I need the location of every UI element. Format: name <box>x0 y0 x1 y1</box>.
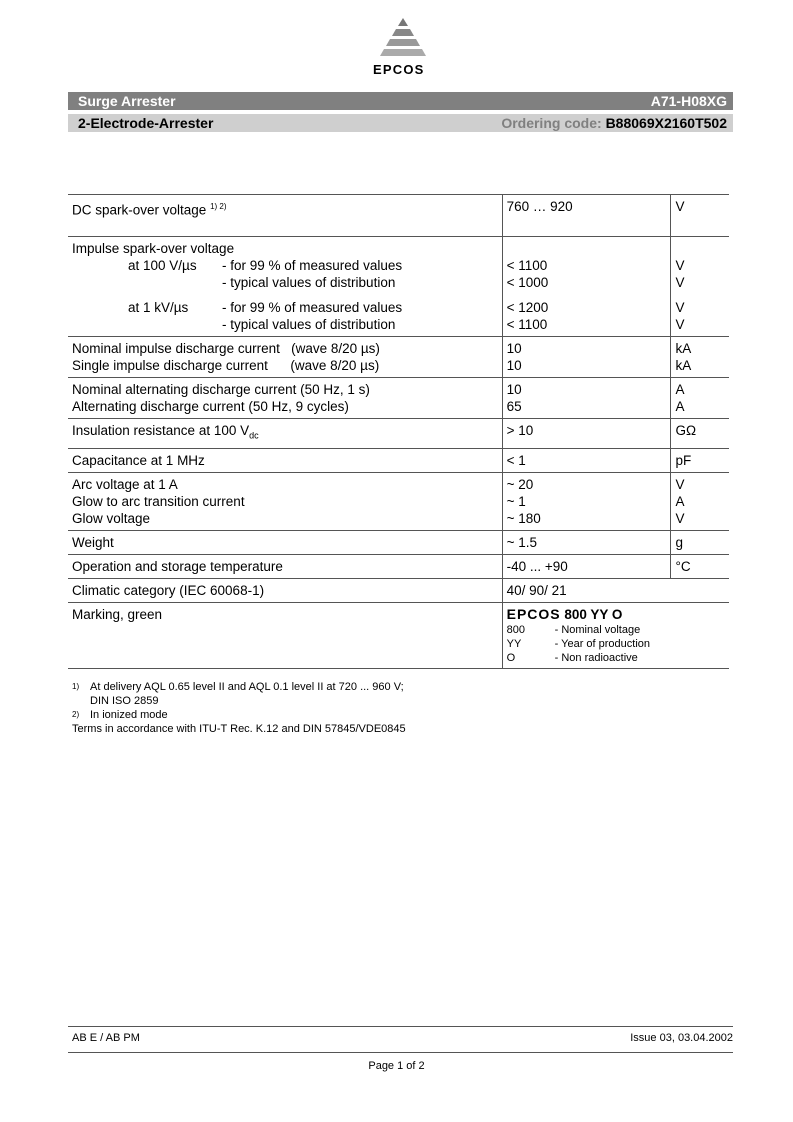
marking-key: YY <box>506 637 522 650</box>
marking-key: 800 <box>506 623 525 636</box>
title-bar <box>68 92 733 110</box>
table-row <box>68 530 729 554</box>
impulse-a2-value: < 1000 <box>506 275 549 290</box>
impulse-b2-value: < 1100 <box>506 317 548 332</box>
table-row <box>68 472 729 530</box>
footer-issue: Issue 03, 03.04.2002 <box>630 1032 733 1044</box>
impulse-label: Impulse spark-over voltage <box>72 241 235 256</box>
marking-key: O <box>506 651 516 664</box>
page-number: Page 1 of 2 <box>368 1060 425 1072</box>
climatic-label: Climatic category (IEC 60068-1) <box>72 582 265 598</box>
footer-department: AB E / AB PM <box>72 1032 140 1044</box>
impulse-a2-unit: V <box>675 275 685 290</box>
footnote-number: 2) <box>72 710 80 719</box>
discharge-l2: Single impulse discharge current <box>72 358 268 373</box>
marking-desc: - Non radioactive <box>554 651 638 664</box>
insulation-label: Insulation resistance at 100 V <box>72 423 250 438</box>
discharge-l1-wave: (wave 8/20 µs) <box>291 341 380 356</box>
footer-divider <box>68 1026 733 1027</box>
temperature-value: -40 ... +90 <box>502 554 671 578</box>
arc-v2: ~ 1 <box>506 493 526 509</box>
table-row <box>68 578 729 602</box>
table-row <box>68 378 729 419</box>
arc-u3: V <box>675 510 685 526</box>
dc-unit: V <box>671 195 729 237</box>
table-row <box>68 195 729 237</box>
ac-l1: Nominal alternating discharge current (50 Hz, 1 s) <box>72 382 370 397</box>
epcos-triangle-icon <box>378 16 428 60</box>
capacitance-value: < 1 <box>502 448 671 472</box>
weight-label: Weight <box>72 534 114 550</box>
discharge-v2: 10 <box>506 358 522 373</box>
ordering-code: B88069X2160T502 <box>605 115 727 131</box>
ac-u2: A <box>675 399 685 414</box>
part-number: A71-H08XG <box>650 93 727 109</box>
discharge-u1: kA <box>675 341 692 356</box>
footnote-text: At delivery AQL 0.65 level II and AQL 0.1 level II at 720 ... 960 V; <box>90 681 404 693</box>
impulse-b1: - for 99 % of measured values <box>222 300 403 315</box>
impulse-a1: - for 99 % of measured values <box>222 258 403 273</box>
marking-code: 800 YY O <box>564 606 623 622</box>
arc-u1: V <box>675 476 685 492</box>
footnote-text: DIN ISO 2859 <box>90 695 159 707</box>
ac-l2: Alternating discharge current (50 Hz, 9 cycles) <box>72 399 349 414</box>
impulse-b2: - typical values of distribution <box>222 317 396 332</box>
capacitance-label: Capacitance at 1 MHz <box>72 452 205 468</box>
impulse-b1-value: < 1200 <box>506 300 549 315</box>
epcos-logo <box>368 16 438 78</box>
ordering-code-block <box>501 114 727 132</box>
arc-l3: Glow voltage <box>72 510 151 526</box>
table-row <box>68 602 729 668</box>
temperature-unit: °C <box>671 554 729 578</box>
marking-logo: EPCOS <box>506 605 561 622</box>
arc-l2: Glow to arc transition current <box>72 493 245 509</box>
impulse-a1-unit: V <box>675 258 685 273</box>
weight-unit: g <box>671 530 729 554</box>
discharge-u2: kA <box>675 358 692 373</box>
ac-v1: 10 <box>506 382 522 397</box>
arc-u2: A <box>675 493 685 509</box>
climatic-value: 40/ 90/ 21 <box>502 578 729 602</box>
table-row <box>68 237 729 337</box>
impulse-b1-unit: V <box>675 300 685 315</box>
impulse-a2: - typical values of distribution <box>222 275 396 290</box>
footer-divider <box>68 1052 733 1053</box>
table-row <box>68 554 729 578</box>
dc-label: DC spark-over voltage <box>72 202 207 218</box>
marking-label: Marking, green <box>72 606 163 622</box>
insulation-sub: dc <box>249 430 259 441</box>
arc-v3: ~ 180 <box>506 510 541 526</box>
impulse-b2-unit: V <box>675 317 685 332</box>
capacitance-unit: pF <box>671 448 729 472</box>
marking-desc: - Nominal voltage <box>554 623 641 636</box>
footnote-number: 1) <box>72 682 80 691</box>
logo-text: EPCOS <box>373 62 425 77</box>
subtitle-bar <box>68 114 733 132</box>
footnotes <box>72 680 406 736</box>
impulse-a1-value: < 1100 <box>506 258 548 273</box>
product-type: 2-Electrode-Arrester <box>78 115 214 131</box>
table-row <box>68 448 729 472</box>
table-row <box>68 337 729 378</box>
terms-note: Terms in accordance with ITU-T Rec. K.12 and DIN 57845/VDE0845 <box>72 723 406 735</box>
weight-value: ~ 1.5 <box>502 530 671 554</box>
ac-v2: 65 <box>506 399 522 414</box>
ac-u1: A <box>675 382 685 397</box>
insulation-value: > 10 <box>502 419 671 449</box>
discharge-l1: Nominal impulse discharge current <box>72 341 280 356</box>
spec-table <box>68 194 729 669</box>
discharge-v1: 10 <box>506 341 522 356</box>
discharge-l2-wave: (wave 8/20 µs) <box>290 358 380 373</box>
impulse-cond-b: at 1 kV/µs <box>128 300 189 315</box>
arc-v1: ~ 20 <box>506 476 534 492</box>
dc-value: 760 … 920 <box>502 195 671 237</box>
table-row <box>68 419 729 449</box>
ordering-code-label: Ordering code: <box>501 115 602 131</box>
arc-l1: Arc voltage at 1 A <box>72 476 178 492</box>
marking-desc: - Year of production <box>554 637 651 650</box>
temperature-label: Operation and storage temperature <box>72 558 283 574</box>
insulation-unit: GΩ <box>671 419 729 449</box>
impulse-cond-a: at 100 V/µs <box>128 258 197 273</box>
product-name: Surge Arrester <box>78 93 176 109</box>
footnote-text: In ionized mode <box>90 709 168 721</box>
dc-footnote-ref: 1) 2) <box>210 202 227 211</box>
